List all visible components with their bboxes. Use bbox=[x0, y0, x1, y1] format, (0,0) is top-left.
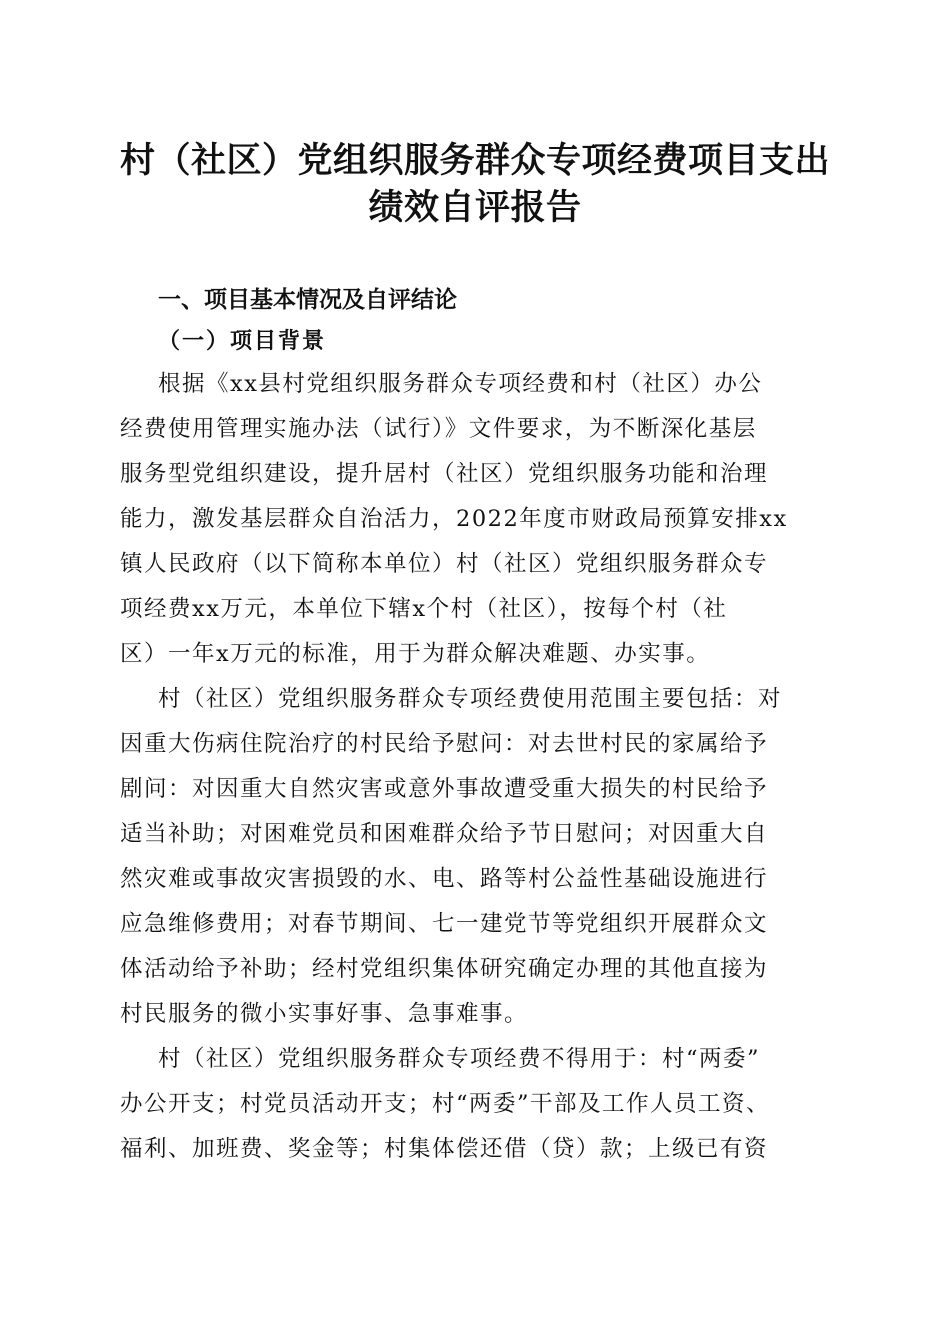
paragraph-1-line: 根据《xx县村党组织服务群众专项经费和村（社区）办公 bbox=[158, 371, 763, 397]
paragraph-1-line: 能力，激发基层群众自治活力，2022年度市财政局预算安排xx bbox=[120, 506, 788, 532]
paragraph-3-line: 村（社区）党组织服务群众专项经费不得用于：村“两委” bbox=[158, 1046, 761, 1072]
paragraph-1-line: 项经费xx万元，本单位下辖x个村（社区），按每个村（社 bbox=[120, 596, 728, 622]
paragraph-2-line: 村（社区）党组织服务群众专项经费使用范围主要包括：对 bbox=[158, 686, 783, 712]
paragraph-2-line: 体活动给予补助；经村党组织集体研究确定办理的其他直接为 bbox=[120, 956, 769, 982]
paragraph-1-line: 服务型党组织建设，提升居村（社区）党组织服务功能和治理 bbox=[120, 461, 769, 487]
paragraph-2-line: 村民服务的微小实事好事、急事难事。 bbox=[120, 1001, 529, 1027]
document-title-line-1: 村（社区）党组织服务群众专项经费项目支出 bbox=[119, 141, 830, 181]
paragraph-3-line: 办公开支；村党员活动开支；村“两委”干部及工作人员工资、 bbox=[120, 1091, 771, 1117]
section-heading-basic-info: 一、项目基本情况及自评结论 bbox=[158, 287, 457, 313]
paragraph-1-line: 区）一年x万元的标准，用于为群众解决难题、办实事。 bbox=[120, 641, 711, 667]
paragraph-2-line: 应急维修费用；对春节期间、七一建党节等党组织开展群众文 bbox=[120, 911, 769, 937]
paragraph-2-line: 因重大伤病住院治疗的村民给予慰问：对去世村民的家属给予 bbox=[120, 731, 769, 757]
paragraph-2-line: 适当补助；对困难党员和困难群众给予节日慰问；对因重大自 bbox=[120, 821, 769, 847]
subsection-heading-background: （一）项目背景 bbox=[158, 328, 327, 354]
paragraph-2-line: 然灾难或事故灾害损毁的水、电、路等村公益性基础设施进行 bbox=[120, 866, 769, 892]
paragraph-1-line: 经费使用管理实施办法（试行）》文件要求，为不断深化基层 bbox=[120, 416, 757, 442]
paragraph-3-line: 福利、加班费、奖金等；村集体偿还借（贷）款；上级已有资 bbox=[120, 1136, 769, 1162]
document-title-line-2: 绩效自评报告 bbox=[368, 188, 582, 228]
paragraph-2-line: 剧问：对因重大自然灾害或意外事故遭受重大损失的村民给予 bbox=[120, 776, 769, 802]
paragraph-1-line: 镇人民政府（以下简称本单位）村（社区）党组织服务群众专 bbox=[120, 551, 769, 577]
